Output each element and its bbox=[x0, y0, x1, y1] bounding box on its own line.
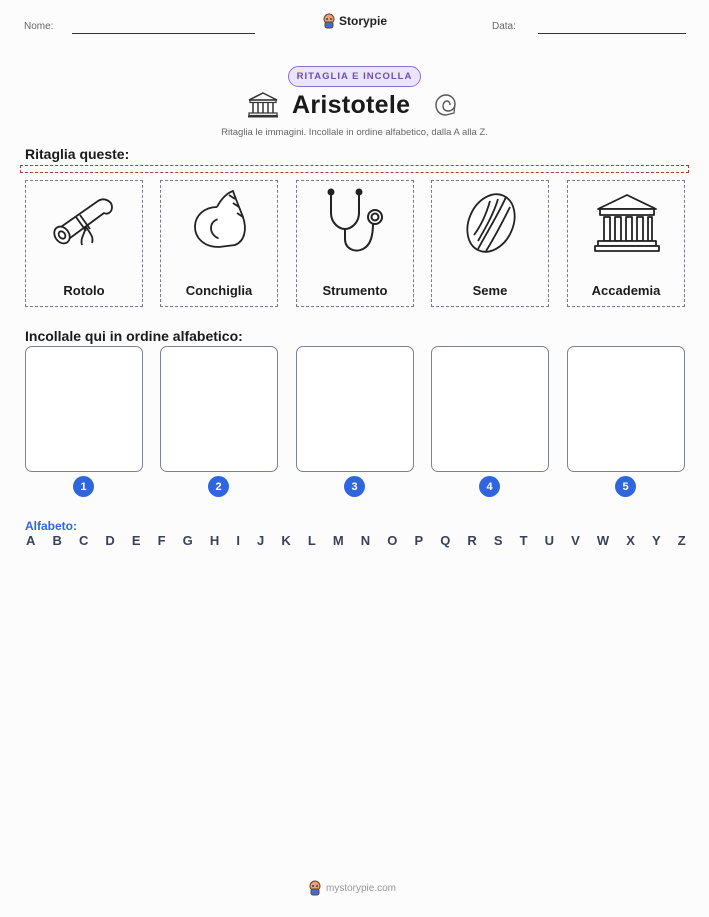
activity-badge: RITAGLIA E INCOLLA bbox=[288, 66, 421, 87]
alphabet-letter: B bbox=[52, 533, 62, 548]
brand-logo bbox=[322, 13, 387, 29]
alphabet-letter: E bbox=[131, 533, 141, 548]
slot-number: 5 bbox=[615, 476, 636, 497]
paste-box-2[interactable] bbox=[160, 346, 278, 472]
alphabet-letter: O bbox=[387, 533, 398, 548]
name-line[interactable] bbox=[72, 33, 255, 34]
alphabet-letter: J bbox=[257, 533, 265, 548]
alphabet-letter: W bbox=[596, 533, 610, 548]
temple-icon bbox=[248, 92, 278, 118]
alphabet-letter: Y bbox=[651, 533, 661, 548]
storypie-mascot-icon bbox=[308, 880, 322, 896]
paste-box-5[interactable] bbox=[567, 346, 685, 472]
alphabet-letter: T bbox=[519, 533, 528, 548]
name-label: Nome: bbox=[24, 21, 54, 32]
alphabet-letter: M bbox=[332, 533, 344, 548]
alphabet-letter: R bbox=[467, 533, 477, 548]
slot-number: 1 bbox=[73, 476, 94, 497]
alphabet-letter: X bbox=[626, 533, 635, 548]
alphabet-letter: P bbox=[414, 533, 424, 548]
alphabet-letter: I bbox=[236, 533, 240, 548]
page-title: Aristotele bbox=[292, 91, 411, 119]
paste-heading: Incollale qui in ordine alfabetico: bbox=[25, 328, 243, 344]
card-label: Rotolo bbox=[63, 283, 105, 298]
alphabet-row bbox=[26, 533, 686, 548]
paste-box-1[interactable] bbox=[25, 346, 143, 472]
cut-card-seme[interactable] bbox=[431, 180, 549, 307]
alphabet-letter: Z bbox=[677, 533, 686, 548]
slot-number: 4 bbox=[479, 476, 500, 497]
instructions: Ritaglia le immagini. Incollale in ordine alfabetico, dalla A alla Z. bbox=[221, 127, 488, 138]
cut-card-rotolo[interactable] bbox=[25, 180, 143, 307]
shell-title-icon bbox=[434, 93, 458, 117]
alphabet-letter: U bbox=[544, 533, 555, 548]
card-label: Strumento bbox=[322, 283, 388, 298]
alphabet-letter: H bbox=[209, 533, 220, 548]
card-label: Accademia bbox=[591, 283, 661, 298]
brand-name: Storypie bbox=[339, 14, 388, 28]
paste-box-4[interactable] bbox=[431, 346, 549, 472]
cut-card-accademia[interactable] bbox=[567, 180, 685, 307]
alphabet-letter: K bbox=[281, 533, 291, 548]
card-label: Seme bbox=[472, 283, 508, 298]
alphabet-letter: L bbox=[307, 533, 316, 548]
footer bbox=[308, 880, 396, 896]
alphabet-letter: A bbox=[26, 533, 36, 548]
date-line[interactable] bbox=[538, 33, 686, 34]
alphabet-letter: G bbox=[182, 533, 193, 548]
footer-url: mystorypie.com bbox=[326, 882, 397, 894]
cut-card-conchiglia[interactable] bbox=[160, 180, 278, 307]
date-label: Data: bbox=[492, 21, 516, 32]
alphabet-heading: Alfabeto: bbox=[25, 519, 77, 533]
alphabet-letter: V bbox=[571, 533, 580, 548]
alphabet-letter: C bbox=[78, 533, 89, 548]
alphabet-letter: N bbox=[360, 533, 371, 548]
slot-number: 3 bbox=[344, 476, 365, 497]
seashell-icon bbox=[185, 187, 255, 257]
slot-number: 2 bbox=[208, 476, 229, 497]
alphabet-letter: D bbox=[105, 533, 115, 548]
cut-heading: Ritaglia queste: bbox=[25, 146, 130, 162]
scroll-icon bbox=[50, 187, 120, 257]
seed-icon bbox=[456, 187, 526, 257]
stethoscope-icon bbox=[321, 187, 391, 257]
storypie-mascot-icon bbox=[322, 13, 336, 29]
cut-line bbox=[20, 165, 689, 173]
academy-building-icon bbox=[592, 187, 662, 257]
paste-box-3[interactable] bbox=[296, 346, 414, 472]
cut-card-strumento[interactable] bbox=[296, 180, 414, 307]
alphabet-letter: S bbox=[493, 533, 503, 548]
alphabet-letter: Q bbox=[440, 533, 451, 548]
alphabet-letter: F bbox=[157, 533, 166, 548]
card-label: Conchiglia bbox=[185, 283, 253, 298]
